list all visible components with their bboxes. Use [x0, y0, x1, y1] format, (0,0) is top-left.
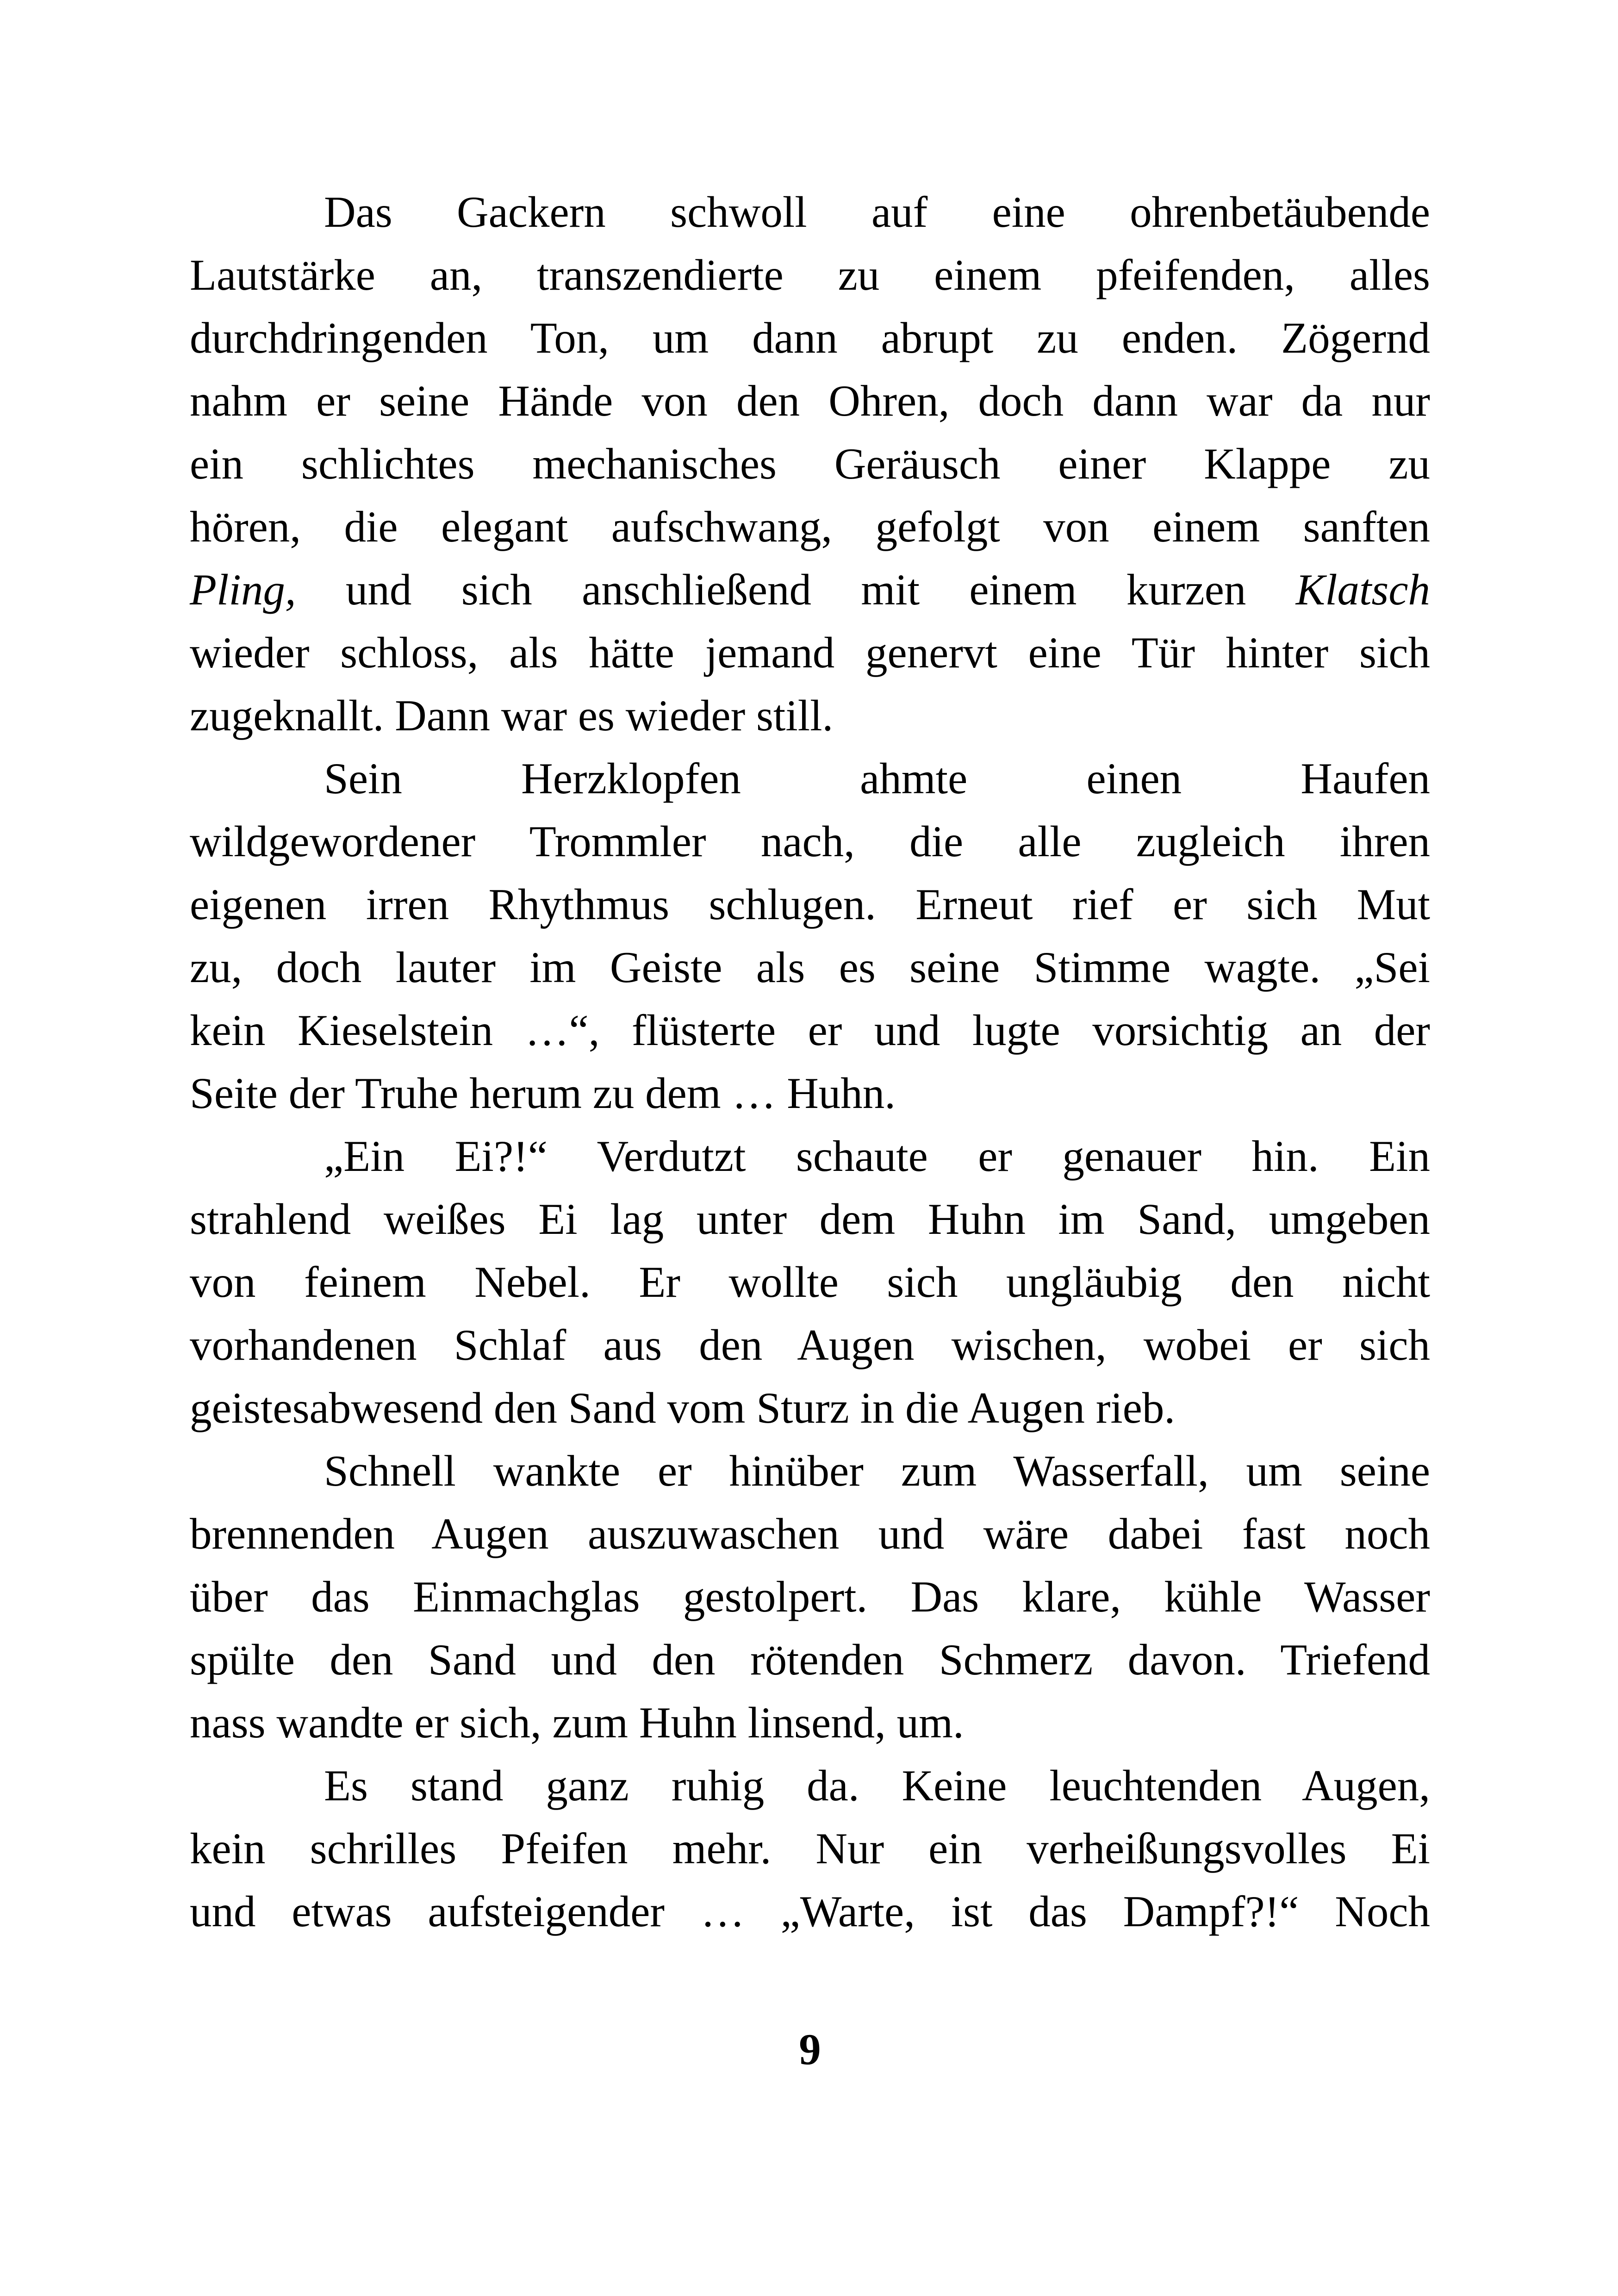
- text-block: [190, 180, 1430, 1943]
- text-segment: durchdringenden Ton, um dann abrupt zu enden. Zögernd: [190, 313, 1430, 362]
- text-line: [190, 1565, 1430, 1628]
- page-number: 9: [799, 2025, 821, 2074]
- text-line: [190, 306, 1430, 369]
- text-line: [190, 873, 1430, 936]
- text-segment: „Ein Ei?!“ Verdutzt schaute er genauer hin. Ein: [324, 1132, 1430, 1181]
- text-line: [190, 369, 1430, 432]
- text-line: [190, 1313, 1430, 1376]
- text-segment: wildgewordener Trommler nach, die alle zugleich ihren: [190, 817, 1430, 866]
- text-segment: brennenden Augen auszuwaschen und wäre dabei fast noch: [190, 1509, 1430, 1558]
- text-line: [190, 243, 1430, 306]
- text-segment: vorhandenen Schlaf aus den Augen wischen, wobei er sich: [190, 1320, 1430, 1369]
- text-segment: von feinem Nebel. Er wollte sich ungläubig den nicht: [190, 1257, 1430, 1307]
- text-segment: hören, die elegant aufschwang, gefolgt von einem sanften: [190, 502, 1430, 551]
- text-segment: Es stand ganz ruhig da. Keine leuchtenden Augen,: [324, 1761, 1430, 1810]
- text-segment: Sein Herzklopfen ahmte einen Haufen: [324, 754, 1430, 803]
- text-segment: kein schrilles Pfeifen mehr. Nur ein verheißungsvolles Ei: [190, 1824, 1430, 1873]
- text-segment: strahlend weißes Ei lag unter dem Huhn im Sand, umgeben: [190, 1195, 1430, 1244]
- italic-text-segment: Pling,: [190, 565, 296, 614]
- text-line: [190, 936, 1430, 999]
- text-line: [190, 1880, 1430, 1943]
- text-line: [190, 621, 1430, 684]
- text-segment: über das Einmachglas gestolpert. Das klare, kühle Wasser: [190, 1572, 1430, 1621]
- text-segment: zu, doch lauter im Geiste als es seine Stimme wagte. „Sei: [190, 943, 1430, 992]
- text-line: [190, 1251, 1430, 1313]
- italic-text-segment: Klatsch: [1295, 565, 1430, 614]
- text-segment: und etwas aufsteigender … „Warte, ist das Dampf?!“ Noch: [190, 1887, 1430, 1936]
- text-segment: wieder schloss, als hätte jemand genervt eine Tür hinter sich: [190, 628, 1430, 677]
- text-line: [190, 432, 1430, 495]
- text-line: [190, 684, 1430, 747]
- text-line: [190, 1628, 1430, 1691]
- text-segment: spülte den Sand und den rötenden Schmerz davon. Triefend: [190, 1635, 1430, 1684]
- text-line: [190, 1817, 1430, 1880]
- text-line: [190, 747, 1430, 810]
- text-line: [190, 1691, 1430, 1754]
- text-line: [190, 180, 1430, 243]
- text-line: [190, 999, 1430, 1062]
- text-line: [190, 1439, 1430, 1502]
- text-segment: ein schlichtes mechanisches Geräusch einer Klappe zu: [190, 439, 1430, 488]
- text-line: [190, 558, 1430, 621]
- text-segment: nass wandte er sich, zum Huhn linsend, um.: [190, 1698, 964, 1747]
- text-segment: kein Kieselstein …“, flüsterte er und lugte vorsichtig an der: [190, 1006, 1430, 1055]
- text-line: [190, 1188, 1430, 1251]
- text-segment: und sich anschließend mit einem kurzen: [296, 565, 1296, 614]
- text-segment: Das Gackern schwoll auf eine ohrenbetäubende: [324, 187, 1430, 236]
- text-line: [190, 495, 1430, 558]
- text-line: [190, 1376, 1430, 1439]
- text-segment: geistesabwesend den Sand vom Sturz in die Augen rieb.: [190, 1383, 1176, 1432]
- text-segment: Seite der Truhe herum zu dem … Huhn.: [190, 1069, 896, 1118]
- text-line: [190, 810, 1430, 873]
- text-segment: zugeknallt. Dann war es wieder still.: [190, 691, 834, 740]
- text-segment: eigenen irren Rhythmus schlugen. Erneut rief er sich Mut: [190, 880, 1430, 929]
- text-segment: Lautstärke an, transzendierte zu einem pfeifenden, alles: [190, 250, 1430, 299]
- text-segment: Schnell wankte er hinüber zum Wasserfall, um seine: [324, 1446, 1430, 1495]
- text-segment: nahm er seine Hände von den Ohren, doch dann war da nur: [190, 376, 1430, 425]
- text-line: [190, 1754, 1430, 1817]
- text-line: [190, 1125, 1430, 1188]
- text-line: [190, 1502, 1430, 1565]
- text-line: [190, 1062, 1430, 1125]
